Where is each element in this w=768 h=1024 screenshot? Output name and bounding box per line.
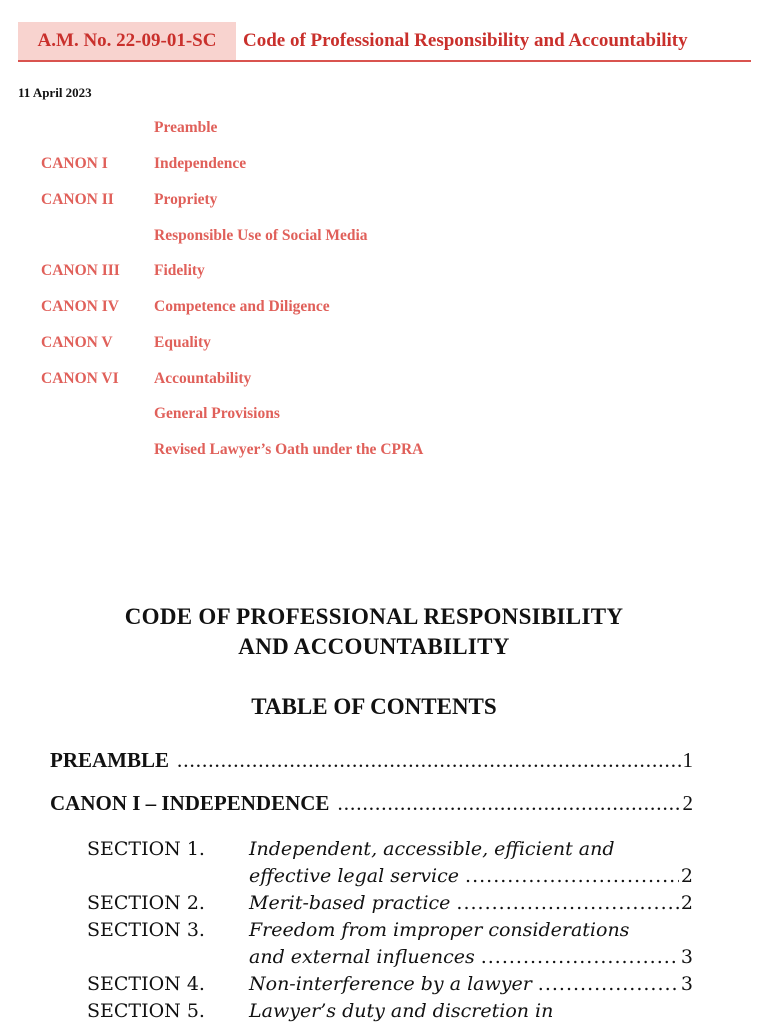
- nav-canon-label: CANON IV: [41, 298, 119, 315]
- nav-row: [0, 370, 768, 390]
- toc-entry-page: 2: [682, 791, 693, 815]
- section-title-line: Non-interference by a lawyer: [249, 973, 532, 995]
- toc-section: [87, 973, 693, 1000]
- section-page: 2: [680, 865, 693, 887]
- dot-leader: [465, 865, 679, 887]
- nav-row: [0, 405, 768, 425]
- toc-entry-label: PREAMBLE: [50, 748, 170, 772]
- toc-entry-label: CANON I – INDEPENDENCE: [50, 791, 330, 815]
- toc-entry-page: 1: [682, 748, 693, 772]
- dot-leader: [177, 748, 680, 773]
- section-page: 3: [680, 946, 693, 968]
- nav-link-preamble[interactable]: Preamble: [154, 119, 218, 136]
- nav-link-social-media[interactable]: Responsible Use of Social Media: [154, 227, 368, 244]
- toc-entry: [50, 791, 693, 816]
- doc-number: A.M. No. 22-09-01-SC: [18, 22, 236, 60]
- nav-link-accountability[interactable]: Accountability: [154, 370, 252, 387]
- nav-row: [0, 227, 768, 247]
- nav-canon-label: CANON I: [41, 155, 108, 172]
- section-number: SECTION 2.: [87, 892, 205, 914]
- nav-link-competence[interactable]: Competence and Diligence: [154, 298, 330, 315]
- nav-link-fidelity[interactable]: Fidelity: [154, 262, 205, 279]
- section-page: 3: [680, 973, 693, 995]
- nav-canon-label: CANON II: [41, 191, 114, 208]
- section-page: 2: [680, 892, 693, 914]
- nav-row: [0, 262, 768, 282]
- section-title: [249, 919, 693, 973]
- document-header: [18, 22, 751, 62]
- toc-entry: [50, 748, 693, 773]
- nav-link-independence[interactable]: Independence: [154, 155, 247, 172]
- section-number: SECTION 4.: [87, 973, 205, 995]
- section-title-line: Lawyer’s duty and discretion in: [249, 1000, 554, 1022]
- section-title: [249, 892, 693, 919]
- dot-leader: [456, 892, 678, 914]
- section-title-line: and external influences: [249, 946, 475, 968]
- dot-leader: [538, 973, 679, 995]
- toc-section: [87, 919, 693, 973]
- toc-heading: TABLE OF CONTENTS: [251, 694, 497, 719]
- nav-row: [0, 441, 768, 461]
- section-number: SECTION 1.: [87, 838, 205, 860]
- nav-link-equality[interactable]: Equality: [154, 334, 211, 351]
- section-title-line: Independent, accessible, efficient and: [249, 838, 615, 860]
- section-title: [249, 838, 693, 892]
- section-title-line: Merit-based practice: [249, 892, 451, 914]
- nav-link-propriety[interactable]: Propriety: [154, 191, 218, 208]
- nav-link-general-provisions[interactable]: General Provisions: [154, 405, 280, 422]
- dot-leader: [481, 946, 679, 968]
- nav-row: [0, 334, 768, 354]
- nav-canon-label: CANON VI: [41, 370, 119, 387]
- nav-row: [0, 191, 768, 211]
- toc-section: [87, 838, 693, 892]
- toc-section: [87, 1000, 693, 1024]
- nav-row: [0, 155, 768, 175]
- document-title-line: AND ACCOUNTABILITY: [238, 634, 510, 659]
- toc-section: [87, 892, 693, 919]
- document-title: [0, 602, 748, 662]
- doc-header-title: Code of Professional Responsibility and Accountability: [243, 30, 688, 51]
- section-title: [249, 1000, 693, 1024]
- section-title-line: Freedom from improper considerations: [249, 919, 630, 941]
- document-title-line: CODE OF PROFESSIONAL RESPONSIBILITY: [124, 604, 624, 629]
- nav-link-lawyers-oath[interactable]: Revised Lawyer’s Oath under the CPRA: [154, 441, 424, 458]
- nav-canon-label: CANON III: [41, 262, 120, 279]
- nav-canon-label: CANON V: [41, 334, 113, 351]
- section-title-line: effective legal service: [249, 865, 460, 887]
- nav-row: [0, 119, 768, 139]
- section-title: [249, 973, 693, 1000]
- section-number: SECTION 3.: [87, 919, 205, 941]
- section-number: SECTION 5.: [87, 1000, 205, 1022]
- dot-leader: [337, 791, 680, 816]
- nav-row: [0, 298, 768, 318]
- document-date: 11 April 2023: [18, 85, 92, 100]
